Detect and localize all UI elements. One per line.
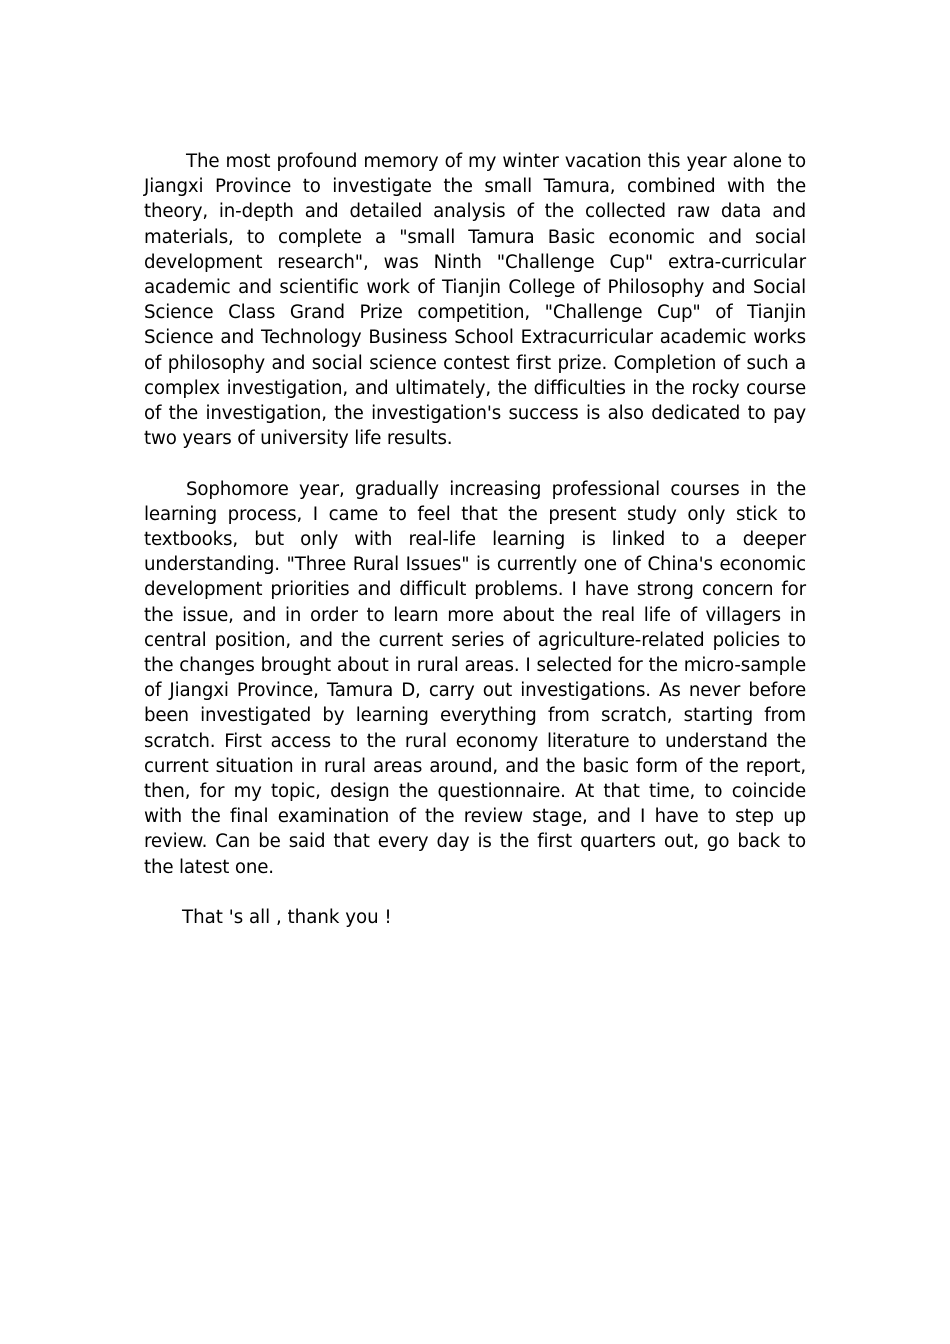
- paragraph-memory: The most profound memory of my winter vacation this year alone to Jiangxi Province to investigate the small Tamura, combined with the theory, in-depth and detailed analysis of the collected raw data and materials, to complete a "small Tamura Basic economic and social development research", was Ninth "Challenge Cup" extra-curricular academic and scientific work of Tianjin College of Philosophy and Social Science Class Grand Prize competition, "Challenge Cup" of Tianjin Science and Technology Business School Extracurricular academic works of philosophy and social science contest first prize. Completion of such a complex investigation, and ultimately, the difficulties in the rocky course of the investigation, the investigation's success is also dedicated to pay two years of university life results.: [144, 151, 806, 450]
- document-body: [144, 149, 806, 930]
- paragraph-sophomore-year: Sophomore year, gradually increasing professional courses in the learning process, I came to feel that the present study only stick to textbooks, but only with real-life learning is linked to a deeper understanding. "Three Rural Issues" is currently one of China's economic development priorities and difficult problems. I have strong concern for the issue, and in order to learn more about the real life of villagers in central position, and the current series of agriculture-related policies to the changes brought about in rural areas. I selected for the micro-sample of Jiangxi Province, Tamura D, carry out investigations. As never before been investigated by learning everything from scratch, starting from scratch. First access to the rural economy literature to understand the current situation in rural areas around, and the basic form of the report, then, for my topic, design the questionnaire. At that time, to coincide with the final examination of the review stage, and I have to step up review. Can be said that every day is the first quarters out, go back to the latest one.: [144, 478, 806, 878]
- closing-line: That 's all , thank you !: [182, 907, 392, 929]
